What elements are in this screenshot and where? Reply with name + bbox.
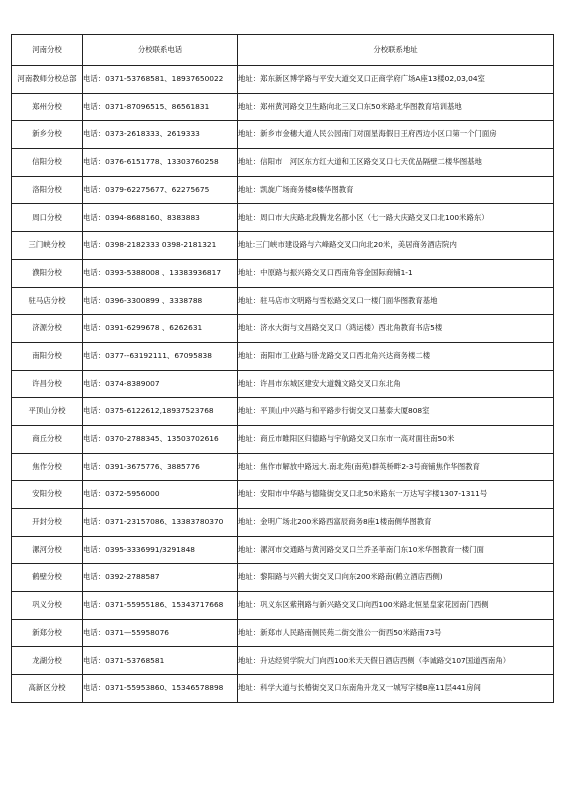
branch-address: 地址：安阳市中华路与德隆街交叉口北50米路东一万达写字楼1307-1311号: [238, 481, 554, 509]
table-row: [12, 647, 554, 675]
branch-phone: 电话：0371-55953860、15346578898: [83, 675, 238, 703]
branch-phone: 电话：0392-2788587: [83, 564, 238, 592]
table-row: [12, 425, 554, 453]
branch-address: 地址：新郑市人民路南侧民苑二街交淮公一街西50米路南73号: [238, 619, 554, 647]
branch-name: 商丘分校: [12, 425, 83, 453]
table-row: [12, 536, 554, 564]
table-row: [12, 204, 554, 232]
branch-address: 地址：中原路与振兴路交叉口西南角容金国际商铺1-1: [238, 259, 554, 287]
branch-address: 地址：济水大街与文昌路交叉口（鸿运楼）西北角教育书店5楼: [238, 315, 554, 343]
branch-name: 龙湖分校: [12, 647, 83, 675]
branch-address: 地址：许昌市东城区建安大道魏文路交叉口东北角: [238, 370, 554, 398]
header-branch: 河南分校: [12, 35, 83, 66]
branch-address: 地址：郑州黄河路交卫生路向北三叉口东50米路北华图教育培训基地: [238, 93, 554, 121]
table-row: [12, 176, 554, 204]
branch-name: 濮阳分校: [12, 259, 83, 287]
branch-address: 地址：凯旋广场商务楼8楼华图教育: [238, 176, 554, 204]
table-row: [12, 592, 554, 620]
header-address: 分校联系地址: [238, 35, 554, 66]
table-row: [12, 232, 554, 260]
branch-address: 地址：平顶山中兴路与和平路步行街交叉口墓泰大厦808室: [238, 398, 554, 426]
branch-phone: 电话：0393-5388008 、13383936817: [83, 259, 238, 287]
table-row: [12, 66, 554, 94]
branch-name: 新郑分校: [12, 619, 83, 647]
table-row: [12, 564, 554, 592]
branch-name: 郑州分校: [12, 93, 83, 121]
branch-name: 巩义分校: [12, 592, 83, 620]
branch-address: 地址：巩义东区紫荆路与新兴路交叉口向西100米路北恒星皇家花园南门西侧: [238, 592, 554, 620]
branch-phone: 电话：0370-2788345、13503702616: [83, 425, 238, 453]
table-row: [12, 259, 554, 287]
table-row: [12, 398, 554, 426]
branch-phone: 电话：0377--63192111、67095838: [83, 342, 238, 370]
branch-name: 漯河分校: [12, 536, 83, 564]
branch-address: 地址:三门峡市建设路与六峰路交叉口向北20米，美居商务酒店院内: [238, 232, 554, 260]
table-row: [12, 121, 554, 149]
header-phone: 分校联系电话: [83, 35, 238, 66]
branch-address: 地址：驻马店市文明路与雪松路交叉口一楼门面华图教育基地: [238, 287, 554, 315]
branch-phone: 电话：0375-6122612,18937523768: [83, 398, 238, 426]
table-body: [12, 66, 554, 703]
branch-name: 济源分校: [12, 315, 83, 343]
branch-address: 地址：郑东新区博学路与平安大道交叉口正商学府广场A座13楼02,03,04室: [238, 66, 554, 94]
branch-phone: 电话：0398-2182333 0398-2181321: [83, 232, 238, 260]
branch-name: 信阳分校: [12, 149, 83, 177]
branch-phone: 电话：0374-8389007: [83, 370, 238, 398]
table-row: [12, 93, 554, 121]
branch-phone: 电话：0379-62275677、62275675: [83, 176, 238, 204]
branch-name: 南阳分校: [12, 342, 83, 370]
branch-phone: 电话：0391-3675776、3885776: [83, 453, 238, 481]
branch-address: 地址：金明广场北200米路西富辰商务8座1楼南侧华图教育: [238, 509, 554, 537]
branch-address: 地址：漯河市交通路与黄河路交叉口兰乔圣菲南门东10米华图教育一楼门面: [238, 536, 554, 564]
branch-name: 开封分校: [12, 509, 83, 537]
branch-name: 焦作分校: [12, 453, 83, 481]
table-row: [12, 370, 554, 398]
branch-phone: 电话：0373-2618333、2619333: [83, 121, 238, 149]
branch-address: 地址：信阳市 河区东方红大道和工区路交叉口七天优品隔壁二楼华图基地: [238, 149, 554, 177]
branch-phone: 电话：0376-6151778、13303760258: [83, 149, 238, 177]
branch-name: 驻马店分校: [12, 287, 83, 315]
branch-address: 地址：商丘市睢阳区归德路与宇航路交叉口东市一高对面往南50米: [238, 425, 554, 453]
branch-name: 新乡分校: [12, 121, 83, 149]
table-row: [12, 287, 554, 315]
table-row: [12, 453, 554, 481]
branch-address: 地址：黎阳路与兴鹤大街交叉口向东200米路南(鹤立酒店西侧): [238, 564, 554, 592]
branch-phone: 电话：0394-8688160、8383883: [83, 204, 238, 232]
table-row: [12, 149, 554, 177]
branch-address: 地址：升达经贸学院大门向西100米天天假日酒店西侧（李诚路交107国道西南角）: [238, 647, 554, 675]
branch-phone: 电话：0371—55958076: [83, 619, 238, 647]
branch-phone: 电话：0371-55955186、15343717668: [83, 592, 238, 620]
branch-phone: 电话：0395-3336991/3291848: [83, 536, 238, 564]
branch-name: 安阳分校: [12, 481, 83, 509]
branch-phone: 电话：0372-5956000: [83, 481, 238, 509]
branch-contact-table: [11, 34, 554, 703]
branch-phone: 电话：0371-53768581: [83, 647, 238, 675]
branch-phone: 电话：0371-23157086、13383780370: [83, 509, 238, 537]
branch-address: 地址：新乡市金穗大道人民公园南门对面星海假日王府西边小区口第一个门面房: [238, 121, 554, 149]
table-row: [12, 315, 554, 343]
branch-name: 三门峡分校: [12, 232, 83, 260]
table-row: [12, 509, 554, 537]
branch-phone: 电话：0371-87096515、86561831: [83, 93, 238, 121]
table-row: [12, 481, 554, 509]
branch-name: 鹤壁分校: [12, 564, 83, 592]
branch-name: 平顶山分校: [12, 398, 83, 426]
table-row: [12, 342, 554, 370]
branch-name: 洛阳分校: [12, 176, 83, 204]
branch-address: 地址：科学大道与长椿街交叉口东南角升龙又一城写字楼B座11层441房间: [238, 675, 554, 703]
branch-address: 地址：南阳市工业路与卧龙路交叉口西北角兴达商务楼二楼: [238, 342, 554, 370]
branch-phone: 电话：0371-53768581、18937650022: [83, 66, 238, 94]
branch-name: 高新区分校: [12, 675, 83, 703]
branch-phone: 电话：0396-3300899 、3338788: [83, 287, 238, 315]
branch-name: 河南教师分校总部: [12, 66, 83, 94]
branch-name: 许昌分校: [12, 370, 83, 398]
branch-address: 地址：周口市大庆路北段腾龙名都小区（七一路大庆路交叉口北100米路东）: [238, 204, 554, 232]
table-row: [12, 675, 554, 703]
table-header-row: [12, 35, 554, 66]
branch-address: 地址：焦作市解放中路远大.南北苑(南苑)群英桥畔2-3号商铺焦作华图教育: [238, 453, 554, 481]
branch-name: 周口分校: [12, 204, 83, 232]
branch-phone: 电话：0391-6299678 、6262631: [83, 315, 238, 343]
table-row: [12, 619, 554, 647]
